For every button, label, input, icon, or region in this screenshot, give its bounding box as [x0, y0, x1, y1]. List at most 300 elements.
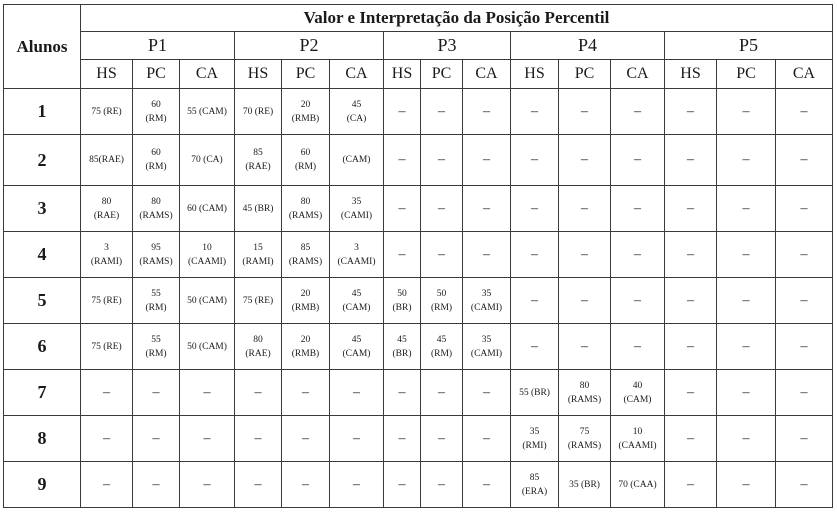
cell-line: (RAMI): [242, 256, 274, 267]
empty-dash: –: [254, 476, 262, 492]
table-cell: [611, 89, 665, 135]
empty-dash: –: [687, 338, 694, 354]
cell-line: (ERA): [521, 486, 548, 497]
table-cell: [81, 232, 133, 278]
empty-dash: –: [800, 103, 808, 119]
cell-line: 20: [300, 99, 311, 110]
cell-line: (CAM): [623, 394, 652, 405]
empty-dash: –: [634, 338, 641, 354]
header-group-p3: P3: [384, 32, 511, 60]
empty-dash: –: [152, 384, 160, 400]
empty-dash: –: [742, 338, 750, 354]
table-cell: [559, 232, 611, 278]
table-cell: [776, 324, 833, 370]
cell-line: 70 (CA): [191, 155, 223, 165]
empty-dash: –: [800, 476, 808, 492]
table-cell: [463, 324, 511, 370]
table-cell: [463, 186, 511, 232]
table-cell: [776, 416, 833, 462]
cell-line: 85(RAE): [89, 155, 124, 165]
table-cell: [180, 135, 235, 186]
empty-dash: –: [438, 103, 445, 119]
table-row: [4, 324, 833, 370]
table-cell: [665, 416, 717, 462]
header-group-p1: P1: [81, 32, 235, 60]
empty-dash: –: [742, 152, 750, 167]
cell-line: (CAMI): [470, 302, 503, 313]
table-cell: [235, 89, 282, 135]
cell-line: (RM): [145, 162, 167, 172]
table-cell: [511, 89, 559, 135]
cell-line: (RAE): [245, 348, 271, 359]
table-cell: [282, 370, 330, 416]
empty-dash: –: [203, 430, 211, 446]
table-cell: [235, 135, 282, 186]
empty-dash: –: [531, 152, 538, 167]
table-cell: [384, 370, 421, 416]
table-cell: [133, 278, 180, 324]
cell-line: 85: [300, 242, 311, 253]
cell-line: (RAMS): [139, 256, 173, 267]
header-alunos: Alunos: [4, 5, 81, 89]
cell-line: 85: [529, 472, 540, 483]
header-row-title: [4, 5, 833, 32]
cell-line: 60: [151, 148, 161, 158]
table-cell: [421, 232, 463, 278]
cell-line: (RMI): [522, 440, 547, 451]
table-cell: [384, 186, 421, 232]
table-cell: [282, 89, 330, 135]
table-cell: [133, 135, 180, 186]
table-cell: [384, 462, 421, 508]
table-cell: [133, 89, 180, 135]
table-row: [4, 135, 833, 186]
empty-dash: –: [103, 430, 110, 446]
table-cell: [717, 370, 776, 416]
table-cell: [133, 462, 180, 508]
table-row: [4, 278, 833, 324]
empty-dash: –: [398, 103, 406, 119]
table-cell: [180, 462, 235, 508]
table-cell: [384, 278, 421, 324]
table-cell: [133, 186, 180, 232]
table-cell: [180, 89, 235, 135]
empty-dash: –: [687, 103, 694, 119]
table-cell: [559, 370, 611, 416]
cell-line: (RMB): [291, 113, 320, 124]
empty-dash: –: [254, 384, 262, 400]
row-label: 5: [4, 278, 81, 324]
table-cell: [717, 232, 776, 278]
empty-dash: –: [483, 476, 490, 492]
cell-line: (RM): [430, 302, 453, 313]
cell-line: (CAAMI): [337, 256, 376, 267]
empty-dash: –: [634, 292, 641, 308]
table-cell: [511, 462, 559, 508]
table-cell: [665, 278, 717, 324]
table-cell: [611, 370, 665, 416]
header-subcol-p4-pc: PC: [559, 60, 611, 89]
cell-line: (CAM): [342, 302, 371, 313]
cell-line: 55 (BR): [519, 387, 550, 398]
cell-line: (CAAMI): [618, 440, 657, 451]
cell-line: 20: [300, 334, 311, 345]
empty-dash: –: [800, 384, 808, 400]
table-cell: [180, 186, 235, 232]
header-group-p5: P5: [665, 32, 833, 60]
header-subcol-p3-hs: HS: [384, 60, 421, 89]
table-cell: [559, 324, 611, 370]
empty-dash: –: [152, 430, 160, 446]
empty-dash: –: [483, 430, 490, 446]
table-cell: [717, 186, 776, 232]
empty-dash: –: [531, 200, 538, 216]
table-cell: [463, 89, 511, 135]
cell-line: (RM): [145, 348, 167, 359]
empty-dash: –: [398, 384, 406, 400]
cell-line: 75 (RE): [91, 295, 122, 306]
empty-dash: –: [398, 200, 406, 216]
cell-line: (RAMI): [90, 256, 123, 267]
table-cell: [81, 278, 133, 324]
empty-dash: –: [742, 103, 750, 119]
empty-dash: –: [800, 338, 808, 354]
empty-dash: –: [483, 200, 490, 216]
table-cell: [511, 370, 559, 416]
empty-dash: –: [203, 476, 211, 492]
cell-line: 75 (RE): [242, 295, 274, 306]
table-cell: [421, 278, 463, 324]
header-row-subcols: [4, 60, 833, 89]
empty-dash: –: [398, 152, 406, 167]
header-title: Valor e Interpretação da Posição Percentil: [81, 5, 833, 32]
header-subcol-p5-hs: HS: [665, 60, 717, 89]
table-cell: [133, 370, 180, 416]
empty-dash: –: [581, 103, 588, 119]
empty-dash: –: [483, 152, 490, 167]
empty-dash: –: [687, 152, 694, 167]
table-cell: [180, 232, 235, 278]
table-cell: [282, 186, 330, 232]
table-cell: [133, 232, 180, 278]
cell-line: 50: [436, 288, 447, 299]
table-cell: [81, 135, 133, 186]
table-cell: [180, 370, 235, 416]
empty-dash: –: [581, 292, 588, 308]
empty-dash: –: [483, 103, 490, 119]
cell-line: 10: [632, 426, 643, 437]
table-cell: [235, 416, 282, 462]
empty-dash: –: [687, 384, 694, 400]
cell-line: 45 (BR): [242, 203, 274, 214]
cell-line: 45: [397, 334, 407, 345]
empty-dash: –: [254, 430, 262, 446]
header-group-p4: P4: [511, 32, 665, 60]
empty-dash: –: [438, 246, 445, 262]
table-cell: [559, 416, 611, 462]
cell-line: 80: [253, 334, 263, 345]
cell-line: 60: [151, 99, 161, 110]
empty-dash: –: [634, 103, 641, 119]
cell-line: (RMB): [291, 348, 320, 359]
cell-line: 95: [151, 242, 161, 253]
header-subcol-p1-ca: CA: [180, 60, 235, 89]
empty-dash: –: [438, 476, 445, 492]
empty-dash: –: [531, 103, 538, 119]
header-subcol-p1-hs: HS: [81, 60, 133, 89]
table-cell: [235, 232, 282, 278]
table-row: [4, 89, 833, 135]
header-row-groups: [4, 32, 833, 60]
empty-dash: –: [353, 476, 360, 492]
empty-dash: –: [742, 430, 750, 446]
table-cell: [421, 89, 463, 135]
table-cell: [665, 370, 717, 416]
empty-dash: –: [742, 476, 750, 492]
cell-line: (CAMI): [340, 210, 373, 221]
row-label: 4: [4, 232, 81, 278]
table-row: [4, 462, 833, 508]
table-cell: [717, 135, 776, 186]
header-group-p2: P2: [235, 32, 384, 60]
table-cell: [717, 278, 776, 324]
empty-dash: –: [581, 200, 588, 216]
cell-line: 15: [253, 242, 263, 253]
empty-dash: –: [581, 246, 588, 262]
table-cell: [776, 462, 833, 508]
table-cell: [776, 89, 833, 135]
row-label: 7: [4, 370, 81, 416]
table-cell: [463, 232, 511, 278]
table-cell: [463, 278, 511, 324]
cell-line: 45: [351, 99, 362, 110]
table-cell: [776, 186, 833, 232]
table-cell: [665, 462, 717, 508]
table-cell: [81, 370, 133, 416]
cell-line: (RAMS): [288, 256, 323, 267]
table-cell: [384, 135, 421, 186]
table-cell: [330, 370, 384, 416]
table-cell: [463, 416, 511, 462]
table-cell: [81, 89, 133, 135]
cell-line: 45: [351, 334, 362, 345]
cell-line: (BR): [392, 348, 412, 359]
table-row: [4, 232, 833, 278]
table-cell: [384, 324, 421, 370]
table-cell: [282, 135, 330, 186]
empty-dash: –: [687, 476, 694, 492]
cell-line: 75 (RE): [91, 341, 122, 352]
header-subcol-p5-ca: CA: [776, 60, 833, 89]
row-label: 1: [4, 89, 81, 135]
cell-line: (RM): [145, 113, 167, 124]
table-cell: [330, 278, 384, 324]
table-cell: [511, 416, 559, 462]
table-cell: [463, 462, 511, 508]
table-cell: [559, 462, 611, 508]
cell-line: (RM): [145, 302, 167, 313]
table-cell: [717, 324, 776, 370]
empty-dash: –: [687, 430, 694, 446]
table-cell: [81, 186, 133, 232]
empty-dash: –: [800, 200, 808, 216]
cell-line: 50 (CAM): [187, 295, 227, 306]
table-cell: [421, 416, 463, 462]
empty-dash: –: [398, 476, 406, 492]
cell-line: 35: [351, 196, 362, 207]
empty-dash: –: [800, 152, 808, 167]
cell-line: 75 (RE): [91, 106, 122, 117]
cell-line: 3: [104, 242, 109, 253]
empty-dash: –: [742, 200, 750, 216]
empty-dash: –: [742, 246, 750, 262]
row-label: 3: [4, 186, 81, 232]
table-cell: [776, 135, 833, 186]
empty-dash: –: [634, 200, 641, 216]
cell-line: 80: [101, 196, 112, 207]
header-subcol-p2-hs: HS: [235, 60, 282, 89]
table-cell: [611, 232, 665, 278]
cell-line: 70 (CAA): [618, 479, 657, 490]
table-row: [4, 416, 833, 462]
table-cell: [665, 186, 717, 232]
table-cell: [330, 462, 384, 508]
cell-line: 3: [354, 242, 359, 253]
table-cell: [511, 135, 559, 186]
table-cell: [282, 416, 330, 462]
table-cell: [511, 324, 559, 370]
empty-dash: –: [634, 152, 641, 167]
empty-dash: –: [152, 476, 160, 492]
table-cell: [384, 89, 421, 135]
empty-dash: –: [302, 384, 309, 400]
table-cell: [330, 89, 384, 135]
cell-line: 10: [202, 242, 212, 253]
empty-dash: –: [438, 152, 445, 167]
table-row: [4, 186, 833, 232]
empty-dash: –: [103, 476, 110, 492]
cell-line: (RAE): [245, 162, 271, 172]
table-cell: [81, 324, 133, 370]
empty-dash: –: [531, 292, 538, 308]
empty-dash: –: [438, 200, 445, 216]
cell-line: (RAMS): [567, 440, 602, 451]
empty-dash: –: [742, 292, 750, 308]
cell-line: 70 (RE): [242, 106, 274, 117]
table-cell: [421, 186, 463, 232]
cell-line: 80: [300, 196, 311, 207]
table-cell: [611, 324, 665, 370]
empty-dash: –: [742, 384, 750, 400]
empty-dash: –: [438, 384, 445, 400]
empty-dash: –: [800, 246, 808, 262]
table-cell: [611, 462, 665, 508]
empty-dash: –: [687, 246, 694, 262]
header-subcol-p2-ca: CA: [330, 60, 384, 89]
empty-dash: –: [438, 430, 445, 446]
row-label: 6: [4, 324, 81, 370]
table-cell: [559, 186, 611, 232]
empty-dash: –: [353, 384, 360, 400]
table-cell: [776, 278, 833, 324]
table-cell: [282, 278, 330, 324]
cell-line: 55 (CAM): [187, 106, 227, 117]
empty-dash: –: [483, 246, 490, 262]
cell-line: 35 (BR): [569, 479, 600, 490]
table-row: [4, 370, 833, 416]
table-cell: [717, 416, 776, 462]
cell-line: (RAMS): [567, 394, 602, 405]
header-subcol-p3-ca: CA: [463, 60, 511, 89]
cell-line: (CAAMI): [188, 256, 226, 267]
table-body: [4, 89, 833, 508]
table-cell: [81, 416, 133, 462]
empty-dash: –: [483, 384, 490, 400]
empty-dash: –: [531, 338, 538, 354]
row-label: 9: [4, 462, 81, 508]
cell-line: 50 (CAM): [187, 341, 227, 352]
cell-line: 50: [397, 288, 407, 299]
cell-line: (CAM): [342, 348, 371, 359]
row-label: 2: [4, 135, 81, 186]
cell-line: 80: [579, 380, 590, 391]
table-cell: [282, 462, 330, 508]
table-cell: [559, 135, 611, 186]
table-cell: [235, 324, 282, 370]
table-cell: [611, 186, 665, 232]
cell-line: 45: [351, 288, 362, 299]
empty-dash: –: [800, 430, 808, 446]
empty-dash: –: [581, 152, 588, 167]
table-cell: [511, 278, 559, 324]
cell-line: (RM): [430, 348, 453, 359]
cell-line: 35: [481, 288, 492, 299]
table-cell: [665, 324, 717, 370]
table-cell: [611, 416, 665, 462]
empty-dash: –: [687, 200, 694, 216]
empty-dash: –: [103, 384, 110, 400]
empty-dash: –: [687, 292, 694, 308]
percentile-table-container: [3, 4, 833, 508]
header-subcol-p3-pc: PC: [421, 60, 463, 89]
cell-line: 35: [529, 426, 540, 437]
table-cell: [235, 278, 282, 324]
header-subcol-p5-pc: PC: [717, 60, 776, 89]
empty-dash: –: [203, 384, 211, 400]
cell-line: (RAE): [93, 210, 120, 221]
cell-line: 80: [151, 196, 161, 207]
table-cell: [330, 232, 384, 278]
table-cell: [665, 89, 717, 135]
table-cell: [776, 370, 833, 416]
cell-line: (BR): [392, 302, 412, 313]
row-label: 8: [4, 416, 81, 462]
empty-dash: –: [398, 430, 406, 446]
table-cell: [611, 278, 665, 324]
table-cell: [463, 135, 511, 186]
table-cell: [421, 462, 463, 508]
table-cell: [330, 416, 384, 462]
table-cell: [511, 186, 559, 232]
table-cell: [235, 462, 282, 508]
cell-line: 20: [300, 288, 311, 299]
table-cell: [559, 278, 611, 324]
cell-line: (RMB): [291, 302, 320, 313]
header-subcol-p4-ca: CA: [611, 60, 665, 89]
cell-line: 45: [436, 334, 447, 345]
header-subcol-p4-hs: HS: [511, 60, 559, 89]
cell-line: (RM): [294, 162, 317, 172]
